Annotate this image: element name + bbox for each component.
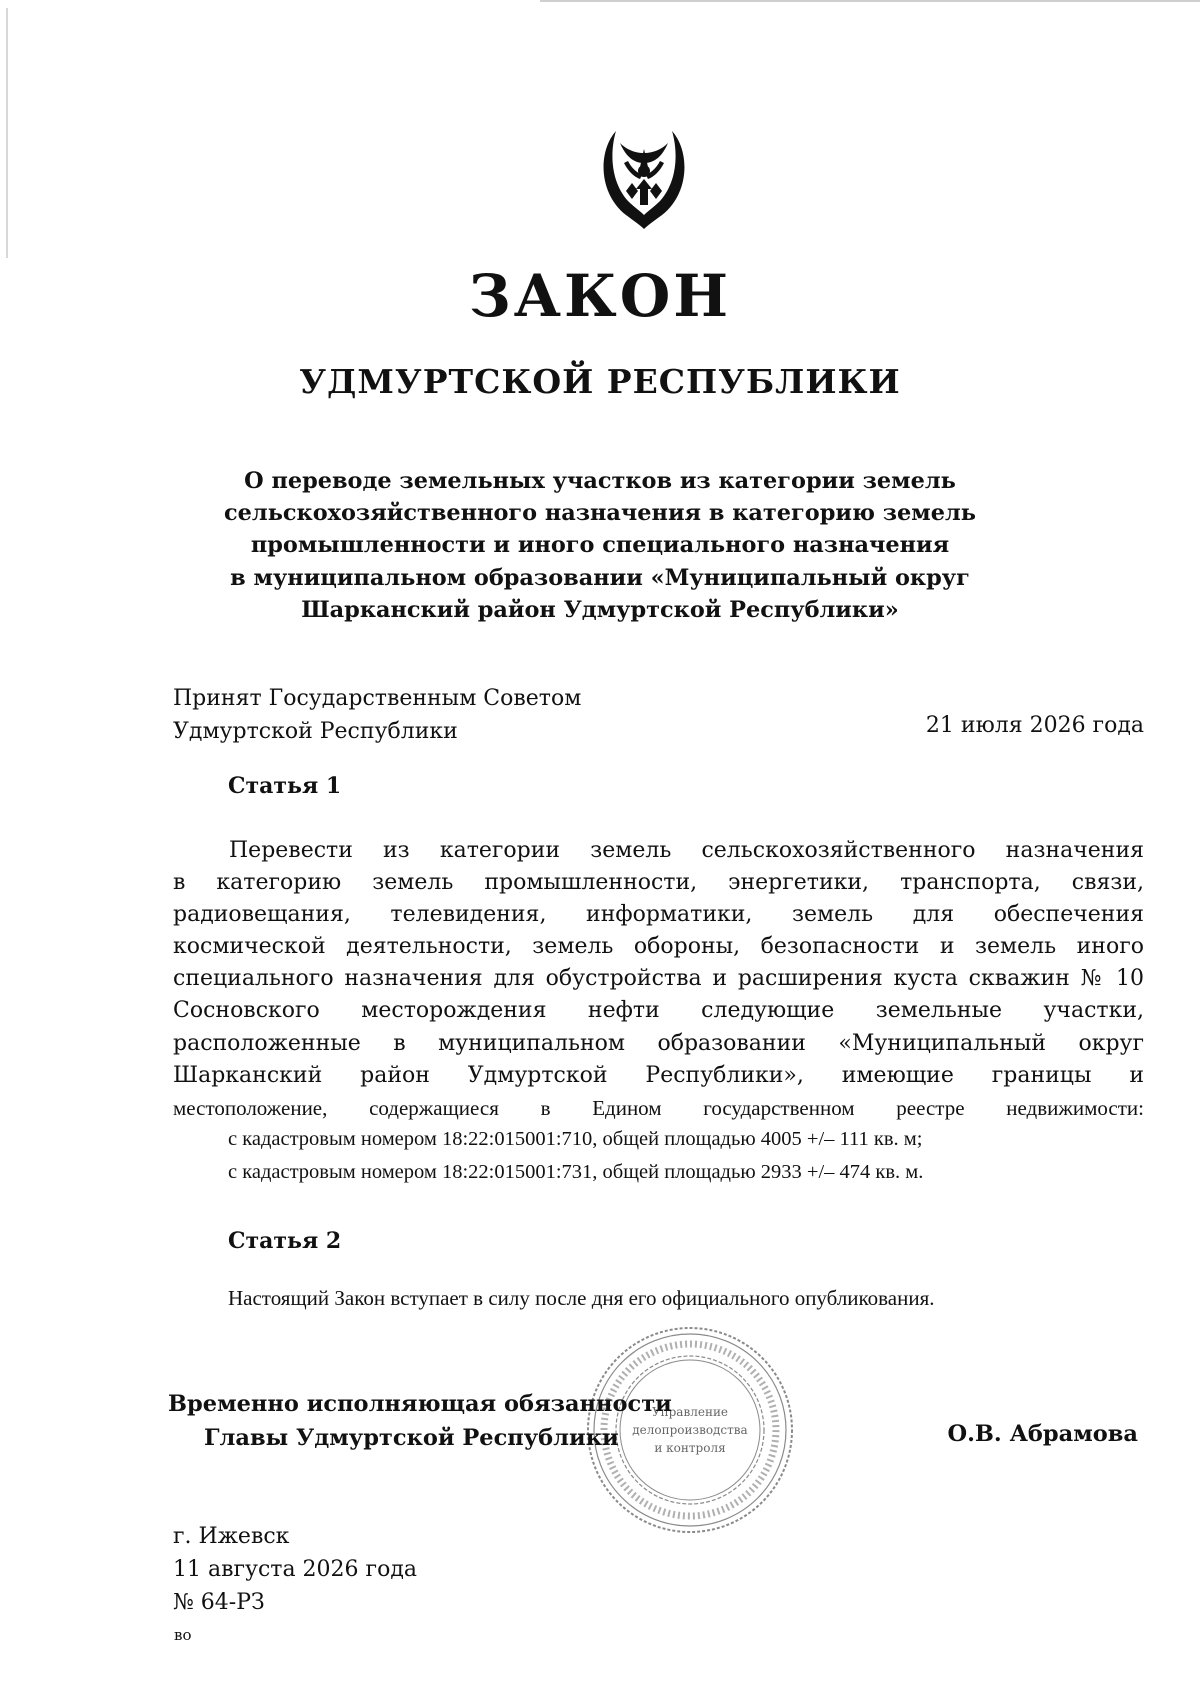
law-number: № 64-РЗ	[173, 1590, 265, 1615]
adoption-statement	[173, 682, 581, 748]
subject-line: промышленности и иного специального назначения	[250, 532, 950, 559]
scan-edge-left	[6, 8, 8, 258]
signer-position-line: Временно исполняющая обязанности	[168, 1391, 672, 1417]
article-1-line: в категорию земель промышленности, энергетики, транспорта, связи,	[173, 870, 1144, 896]
law-title: ЗАКОН	[468, 262, 732, 330]
article-1-line: радиовещания, телевидения, информатики, земель для обеспечения	[173, 902, 1144, 928]
subject-line: О переводе земельных участков из категории земель	[244, 468, 956, 494]
document-footer	[173, 1520, 417, 1619]
article-1-text	[173, 835, 1144, 1124]
subject-line: в муниципальном образовании «Муниципальный округ	[230, 564, 970, 591]
article-1-line: Перевести из категории земель сельскохозяйственного назначения	[229, 838, 1144, 863]
coat-of-arms-emblem-icon	[596, 121, 692, 231]
article-2-text: Настоящий Закон вступает в силу после дня его официального опубликования.	[228, 1286, 935, 1310]
article-1-line: расположенные в муниципальном образовании «Муниципальный округ	[173, 1030, 1144, 1056]
adoption-line: Удмуртской Республики	[173, 719, 458, 744]
article-1-line: Сосновского месторождения нефти следующие земельные участки,	[173, 998, 1144, 1024]
republic-title: УДМУРТСКОЙ РЕСПУБЛИКИ	[299, 362, 901, 401]
signer-name: О.В. Абрамова	[947, 1421, 1138, 1447]
executor-initials: во	[174, 1626, 192, 1644]
article-1-line: местоположение, содержащиеся в Едином государственном реестре недвижимости:	[173, 1095, 1144, 1120]
article-1-line: специального назначения для обустройства и расширения куста скважин № 10	[173, 966, 1144, 992]
parcel-item: с кадастровым номером 18:22:015001:731, общей площадью 2933 +/– 474 кв. м.	[228, 1161, 924, 1183]
scan-edge-top	[540, 0, 1200, 2]
article-1-line: космической деятельности, земель обороны, безопасности и земель иного	[173, 934, 1144, 960]
stamp-text-line: делопроизводства	[632, 1423, 748, 1437]
adoption-line: Принят Государственным Советом	[173, 686, 582, 711]
adoption-date: 21 июля 2026 года	[925, 713, 1144, 738]
subject-line: Шарканский район Удмуртской Республики»	[301, 596, 899, 623]
footer-city: г. Ижевск	[173, 1524, 290, 1549]
subject-line: сельскохозяйственного назначения в категорию земель	[224, 500, 976, 527]
signer-position-line: Главы Удмуртской Республики	[204, 1425, 619, 1451]
law-subject	[140, 465, 1060, 626]
footer-date: 11 августа 2026 года	[173, 1557, 417, 1582]
article-1-heading: Статья 1	[228, 773, 342, 799]
article-2-heading: Статья 2	[228, 1228, 342, 1254]
article-1-line: Шарканский район Удмуртской Республики», имеющие границы и	[173, 1062, 1144, 1088]
parcel-item: с кадастровым номером 18:22:015001:710, общей площадью 4005 +/– 111 кв. м;	[228, 1128, 923, 1150]
stamp-text-line: и контроля	[654, 1441, 726, 1455]
stamp-text-line: Управление	[651, 1405, 729, 1419]
